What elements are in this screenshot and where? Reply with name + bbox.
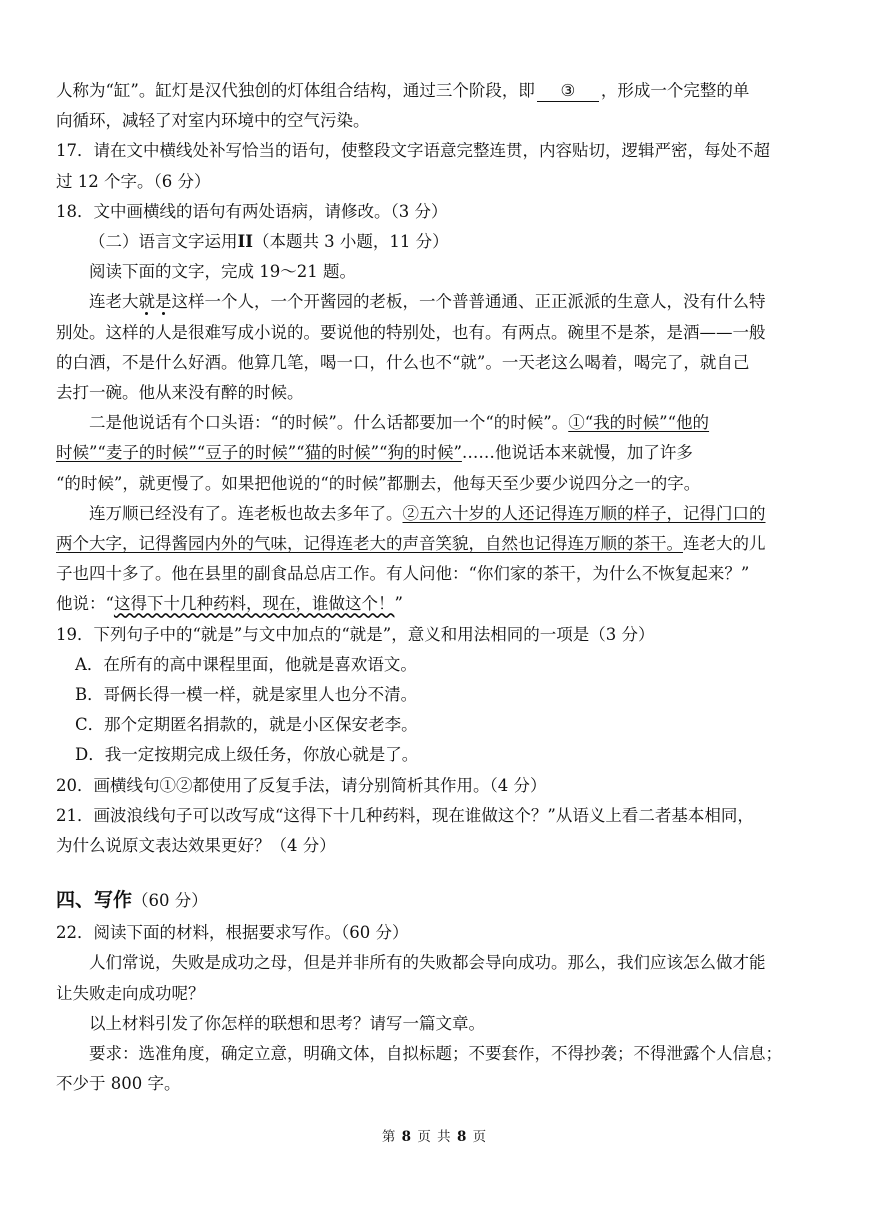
text: （本题共 3 小题，11 分） [252, 232, 449, 252]
text: 页 共 [412, 1129, 457, 1145]
question-19-option-d: D．我一定按期完成上级任务，你放心就是了。 [75, 745, 419, 765]
material-line-2: 让失败走向成功呢？ [56, 983, 205, 1003]
passage-p1-line-2: 别处。这样的人是很难写成小说的。要说他的特别处，也有。有两点。碗里不是茶，是酒——一般 [56, 322, 766, 342]
question-19-stem: 19．下列句子中的“就是”与文中加点的“就是”，意义和用法相同的一项是（3 分） [56, 624, 655, 644]
text: 连老大 [89, 292, 139, 312]
requirement-line-2: 不少于 800 字。 [56, 1074, 181, 1094]
underlined-sentence-1: ①“我的时候”“他的 [568, 413, 710, 433]
question-21-line-2: 为什么说原文表达效果更好？（4 分） [56, 836, 336, 856]
passage-p1-line-3: 的白酒，不是什么好酒。他算几笔，喝一口，什么也不“就”。一天老这么喝着，喝完了，就自己 [56, 352, 750, 372]
requirement-line-1: 要求：选准角度，确定立意，明确文体，自拟标题；不要套作，不得抄袭；不得泄露个人信息； [89, 1044, 782, 1064]
underlined-sentence-2: 两个大字，记得酱园内外的气味，记得连老大的声音笑貌，自然也记得连万顺的茶干。 [56, 534, 683, 554]
text: 二是他说话有个口头语：“的时候”。什么话都要加一个“的时候”。 [89, 413, 569, 433]
text: ……他说话本来就慢，加了许多 [461, 443, 693, 463]
wavy-underlined-sentence: 这得下十几种药料，现在，谁做这个！ [113, 594, 395, 614]
text: ” [394, 594, 403, 614]
question-21-line-1: 21．画波浪线句子可以改写成“这得下十几种药料，现在谁做这个？”从语义上看二者基本相同， [56, 805, 754, 825]
passage-p3-line-3: 子也四十多了。他在县里的副食品总店工作。有人问他：“你们家的茶干，为什么不恢复起来？” [56, 564, 750, 584]
passage-p3-line-2 [56, 529, 816, 559]
text: 人称为“缸”。缸灯是汉代独创的灯体组合结构，通过三个阶段，即 [56, 81, 535, 100]
text: 连老大的儿 [683, 534, 766, 554]
underlined-sentence-1: 时候”“麦子的时候”“豆子的时候”“猫的时候”“狗的时候” [56, 443, 462, 463]
current-page-number: 8 [401, 1129, 413, 1145]
question-20: 20．画横线句①②都使用了反复手法，请分别简析其作用。（4 分） [56, 775, 547, 795]
passage-p1-line-4: 去打一碗。他从来没有醉的时候。 [56, 383, 304, 403]
material-line-1: 人们常说，失败是成功之母，但是并非所有的失败都会导向成功。那么，我们应该怎么做才能 [89, 953, 766, 973]
section-spacer [56, 861, 816, 883]
text: 四、写作 [56, 889, 133, 912]
passage-p1-line-1 [56, 287, 816, 317]
passage-p2-line-2 [56, 438, 816, 468]
exam-page [56, 76, 816, 1100]
question-19-option-c: C．那个定期匿名捐款的，就是小区保安老李。 [75, 715, 418, 735]
total-page-number: 8 [456, 1129, 468, 1145]
continuation-line-1 [56, 76, 816, 106]
dotted-char: 是 [155, 292, 172, 312]
question-17-line-2: 过 12 个字。（6 分） [56, 171, 211, 191]
question-17-line-1: 17．请在文中横线处补写恰当的语句，使整段文字语意完整连贯，内容贴切，逻辑严密，每处不超 [56, 141, 770, 161]
fill-blank-3: ③ [537, 81, 599, 102]
material-line-3: 以上材料引发了你怎样的联想和思考？请写一篇文章。 [89, 1013, 485, 1033]
text: ，形成一个完整的单 [600, 81, 750, 100]
text: 连万顺已经没有了。连老板也故去多年了。 [89, 503, 403, 523]
question-18: 18．文中画横线的语句有两处语病，请修改。（3 分） [56, 201, 448, 221]
subsection-heading [56, 227, 816, 257]
section-4-title [56, 883, 816, 918]
question-22-stem: 22．阅读下面的材料，根据要求写作。（60 分） [56, 923, 409, 943]
continuation-line-2: 向循环，减轻了对室内环境中的空气污染。 [56, 111, 370, 131]
passage-p3-line-1 [56, 499, 816, 529]
text: 页 [467, 1129, 488, 1145]
question-19-option-a: A．在所有的高中课程里面，他就是喜欢语文。 [75, 654, 417, 674]
section-points: （60 分） [132, 891, 208, 911]
roman-numeral: II [237, 232, 253, 252]
text: （二）语言文字运用 [89, 232, 238, 252]
text: 第 [381, 1129, 402, 1145]
question-19-option-b: B．哥俩长得一模一样，就是家里人也分不清。 [75, 685, 418, 705]
underlined-sentence-2: ②五六十岁的人还记得连万顺的样子，记得门口的 [402, 503, 766, 523]
text: 他说：“ [56, 594, 114, 614]
page-footer [0, 1125, 869, 1145]
passage-p2-line-3: “的时候”，就更慢了。如果把他说的“的时候”都删去，他每天至少要少说四分之一的字。 [56, 473, 701, 493]
text: 这样一个人，一个开酱园的老板，一个普普通通、正正派派的生意人，没有什么特 [171, 292, 766, 312]
dotted-char: 就 [138, 292, 155, 312]
reading-instruction: 阅读下面的文字，完成 19～21 题。 [89, 262, 356, 282]
passage-p3-line-4 [56, 589, 816, 619]
passage-p2-line-1 [56, 408, 816, 438]
